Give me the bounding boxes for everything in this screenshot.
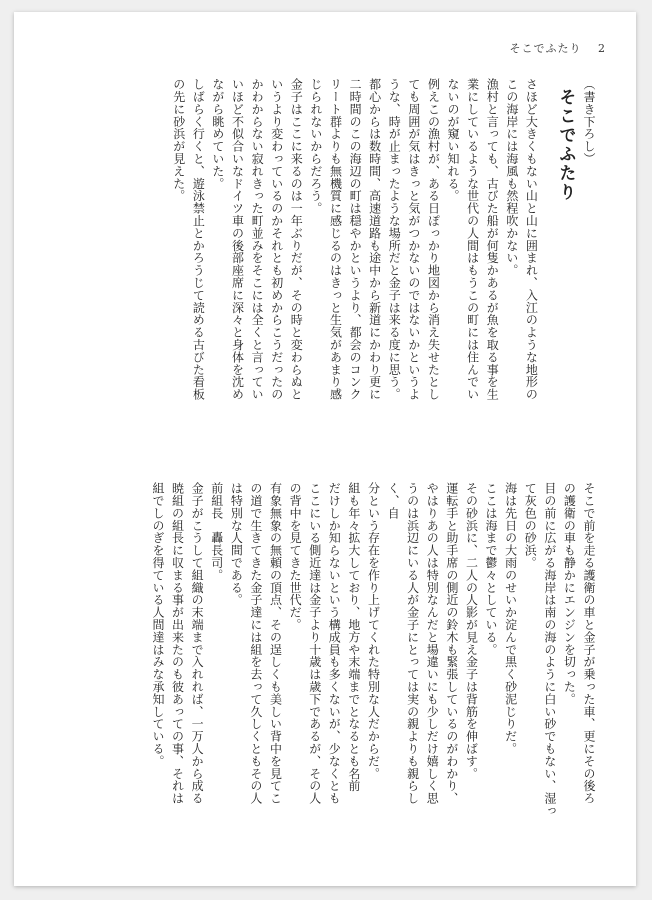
text-line: 金子はここに来るのは一年ぶりだが、その時と変わらぬと bbox=[289, 78, 304, 401]
text-line: ここは海まで鬱々としている。 bbox=[484, 482, 499, 656]
text-line: うな、時が止まったような場所だと金子は来る度に思う。 bbox=[387, 78, 402, 401]
running-title: そこでふたり bbox=[509, 42, 582, 55]
text-line: 運転手と助手席の側近の鈴木も緊張しているのがわかり、 bbox=[444, 482, 459, 805]
text-line: いうより変わっているのかそれとも初めからこうだったの bbox=[269, 78, 284, 401]
top-text-column bbox=[58, 78, 598, 434]
text-line: ここにいる側近達は金子より十歳は歳下であるが、その人 bbox=[307, 482, 322, 805]
text-line: の先に砂浜が見えた。 bbox=[171, 78, 186, 202]
text-line: 業にしているような世代の人間はもうこの町には住んでい bbox=[465, 78, 480, 401]
text-line: 二時間のこの海辺の町は穏やかというより、都会のコンク bbox=[348, 78, 363, 401]
page-number: 2 bbox=[598, 42, 606, 55]
text-line: しばらく行くと、遊泳禁止とかろうじて読める古びた看板 bbox=[191, 78, 206, 401]
text-line: リート群よりも無機質に感じるのはきっと生気があまり感 bbox=[328, 78, 343, 401]
text-line: ないのが窺い知れる。 bbox=[446, 78, 461, 202]
running-header bbox=[510, 40, 607, 56]
text-line: 暁組の組長に収まる事が出来たのも彼あっての事、それは bbox=[170, 482, 185, 805]
text-line: の護衛の車も静かにエンジンを切った。 bbox=[562, 482, 577, 706]
book-page bbox=[14, 12, 636, 886]
text-line: の道で生きてきた金子達には組を去って久しくともその人 bbox=[248, 482, 263, 805]
text-line: 都心からは数時間、高速道路も途中から新道にかわり更に bbox=[367, 78, 382, 401]
text-line: 金子がこうして組織の末端まで入れれば、一万人から成る bbox=[190, 482, 205, 805]
text-line: だけしか知らないという構成員も多くないが、少なくとも bbox=[327, 482, 342, 805]
text-line: 例えこの漁村が、ある日ぽっかり地図から消え失せたとし bbox=[426, 78, 441, 401]
text-line: 組でしのぎを得ている人間達はみな承知している。 bbox=[150, 482, 165, 768]
text-line: かわからない寂れきった町並みをそこには全くと言ってい bbox=[250, 78, 265, 401]
chapter-title: そこでふたり bbox=[555, 88, 576, 202]
text-line: その砂浜に、二人の人影が見え金子は背筋を伸ばす。 bbox=[464, 482, 479, 780]
text-line: うのは浜辺にいる人が金子にとっては実の親よりも親らしく、自 bbox=[386, 482, 420, 805]
text-line: 分という存在を作り上げてくれた特別な人だからだ。 bbox=[366, 482, 381, 780]
text-line: じられないからだろう。 bbox=[308, 78, 323, 215]
text-line: ながら眺めていた。 bbox=[210, 78, 225, 190]
text-line: そこで前を走る護衛の車と金子が乗った車、更にその後ろ bbox=[582, 482, 596, 805]
text-line: の背中を見てきた世代だ。 bbox=[288, 482, 303, 631]
text-line: ても周囲が気はきっと気がつかないのではないかというよ bbox=[406, 78, 421, 401]
text-line: さほど大きくもない山と山に囲まれ、入江のような地形の bbox=[524, 78, 539, 401]
text-line: この海岸には海風も然程吹かない。 bbox=[504, 78, 519, 277]
text-line: は特別な人間である。 bbox=[229, 482, 244, 606]
text-line: 有象無象の無頼の頂点、その逞しくも美しい背中を見てこ bbox=[268, 482, 283, 805]
text-line: 組も年々拡大しており、地方や末端までとなるとも名前 bbox=[346, 482, 361, 792]
text-line: 前組長 轟長司。 bbox=[209, 482, 224, 582]
text-line: いほど不似合いなドイツ車の後部座席に深々と身体を沈め bbox=[230, 78, 245, 401]
text-line: て灰色の砂浜。 bbox=[523, 482, 538, 569]
text-line: やはりあの人は特別なんだと場違いにも少しだけ嬉しく思 bbox=[425, 482, 440, 805]
bottom-text-column bbox=[58, 482, 598, 822]
text-line: 漁村と言っても、古びた船が何隻かあるが魚を取る事を生 bbox=[485, 78, 500, 401]
text-line: 海は先日の大雨のせいか淀んで黒く砂泥じりだ。 bbox=[503, 482, 518, 755]
text-line: 目の前に広がる海岸は南の海のように白い砂でもない、湿っ bbox=[542, 482, 557, 817]
chapter-subtitle: （書き下ろし） bbox=[582, 78, 596, 165]
